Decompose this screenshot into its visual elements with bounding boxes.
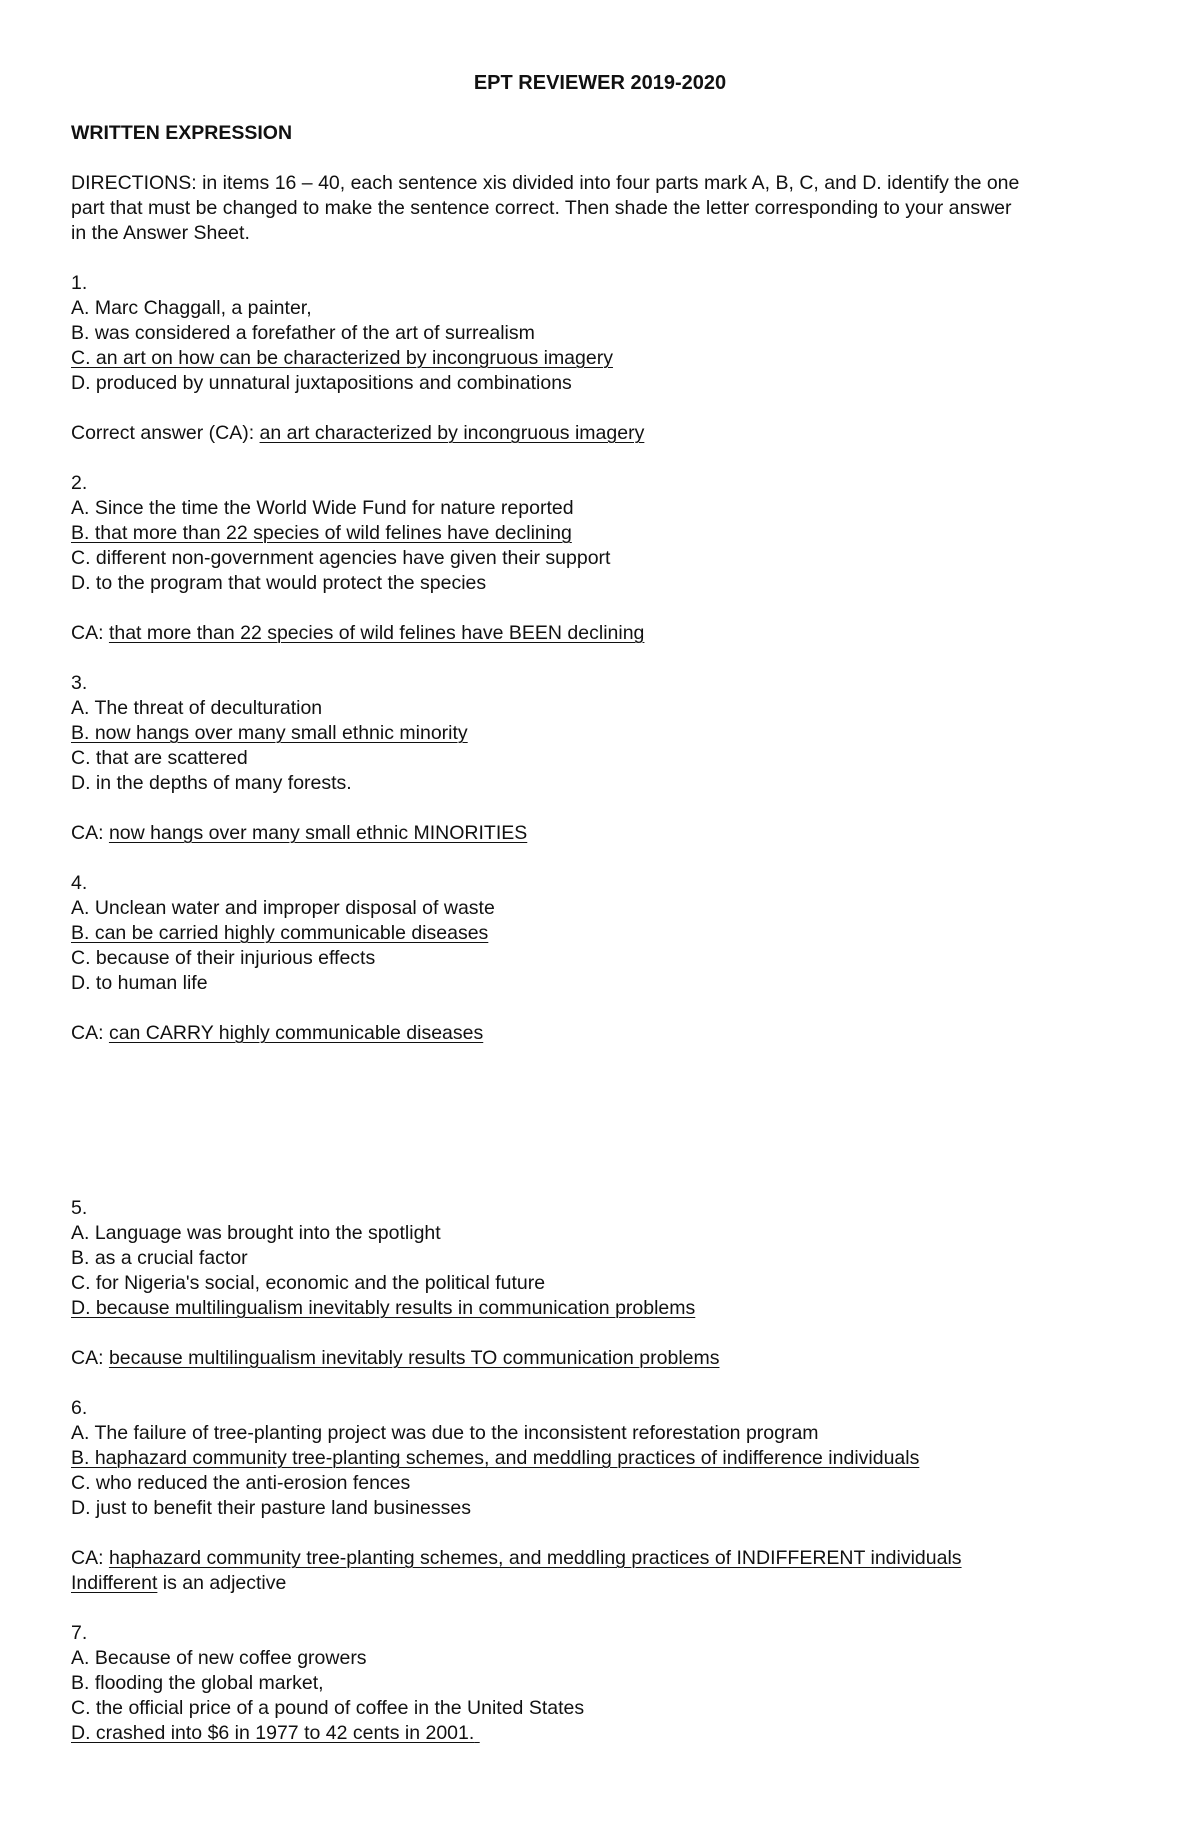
grammar-note [71,1571,286,1595]
correct-answer-label: CA: [71,822,109,844]
option-line: D. just to benefit their pasture land businesses [71,1497,471,1519]
correct-answer-text: because multilingualism inevitably results TO communication problems [108,1347,720,1369]
option-text: D. crashed into $6 in 1977 to 42 cents in 2001. [71,1722,475,1744]
option-line: A. Because of new coffee growers [71,1647,367,1669]
option-line: A. The failure of tree-planting project was due to the inconsistent reforestation program [71,1422,819,1444]
option-line: C. the official price of a pound of coffee in the United States [71,1697,585,1719]
page-title: EPT REVIEWER 2019-2020 [473,72,727,94]
option-line: D. to the program that would protect the species [71,572,487,594]
correct-answer-text: haphazard community tree-planting schemes, and meddling practices of INDIFFERENT individuals [108,1547,962,1569]
option-line: C. that are scattered [71,747,248,769]
note-text: is an adjective [157,1572,287,1594]
option-line: B. was considered a forefather of the art of surrealism [71,322,535,344]
item-number: 3. [71,672,88,694]
option-line-underlined: B. now hangs over many small ethnic minority [71,722,468,744]
underline-trail [474,1721,510,1745]
option-line: A. Language was brought into the spotlight [71,1222,441,1244]
correct-answer-label: CA: [71,1347,109,1369]
option-line: B. flooding the global market, [71,1672,324,1694]
item-number: 7. [71,1622,88,1644]
directions-line: in the Answer Sheet. [71,222,250,244]
option-line-underlined: D. because multilingualism inevitably results in communication problems [71,1297,696,1319]
correct-answer-text: now hangs over many small ethnic MINORITIES [108,822,528,844]
option-line: C. who reduced the anti-erosion fences [71,1472,411,1494]
correct-answer-line [71,1346,719,1370]
correct-answer-line [71,821,527,845]
option-line-underlined: B. that more than 22 species of wild felines have declining [71,522,572,544]
correct-answer-label: CA: [71,1547,109,1569]
option-line: B. as a crucial factor [71,1247,248,1269]
directions-line: DIRECTIONS: in items 16 – 40, each sentence xis divided into four parts mark A, B, C, and D. identify the one [71,172,1020,194]
correct-answer-line [71,621,644,645]
option-line: A. Marc Chaggall, a painter, [71,297,312,319]
correct-answer-text: that more than 22 species of wild felines have BEEN declining [108,622,645,644]
option-line-underlined: B. haphazard community tree-planting schemes, and meddling practices of indifference individuals [71,1447,920,1469]
option-line-underlined: B. can be carried highly communicable diseases [71,922,489,944]
item-number: 2. [71,472,88,494]
correct-answer-line [71,1546,962,1570]
correct-answer-label: Correct answer (CA): [71,422,260,444]
correct-answer-text: can CARRY highly communicable diseases [108,1022,484,1044]
item-number: 5. [71,1197,88,1219]
option-line-underlined [71,1721,510,1745]
option-line: C. for Nigeria's social, economic and the political future [71,1272,546,1294]
directions-line: part that must be changed to make the sentence correct. Then shade the letter corresponding to your answer [71,197,1012,219]
option-line: A. Since the time the World Wide Fund for nature reported [71,497,574,519]
item-number: 6. [71,1397,88,1419]
option-line: D. in the depths of many forests. [71,772,352,794]
option-line-underlined: C. an art on how can be characterized by incongruous imagery [71,347,613,369]
option-line: D. to human life [71,972,208,994]
section-heading: WRITTEN EXPRESSION [71,122,293,144]
note-word: Indifferent [71,1572,158,1594]
option-line: D. produced by unnatural juxtapositions and combinations [71,372,572,394]
correct-answer-label: CA: [71,1022,109,1044]
option-line: A. Unclean water and improper disposal of waste [71,897,495,919]
correct-answer-text: an art characterized by incongruous imagery [259,422,645,444]
option-line: C. because of their injurious effects [71,947,376,969]
item-number: 1. [71,272,88,294]
correct-answer-line [71,421,644,445]
option-line: C. different non-government agencies have given their support [71,547,611,569]
item-number: 4. [71,872,88,894]
correct-answer-line [71,1021,483,1045]
correct-answer-label: CA: [71,622,109,644]
option-line: A. The threat of deculturation [71,697,323,719]
